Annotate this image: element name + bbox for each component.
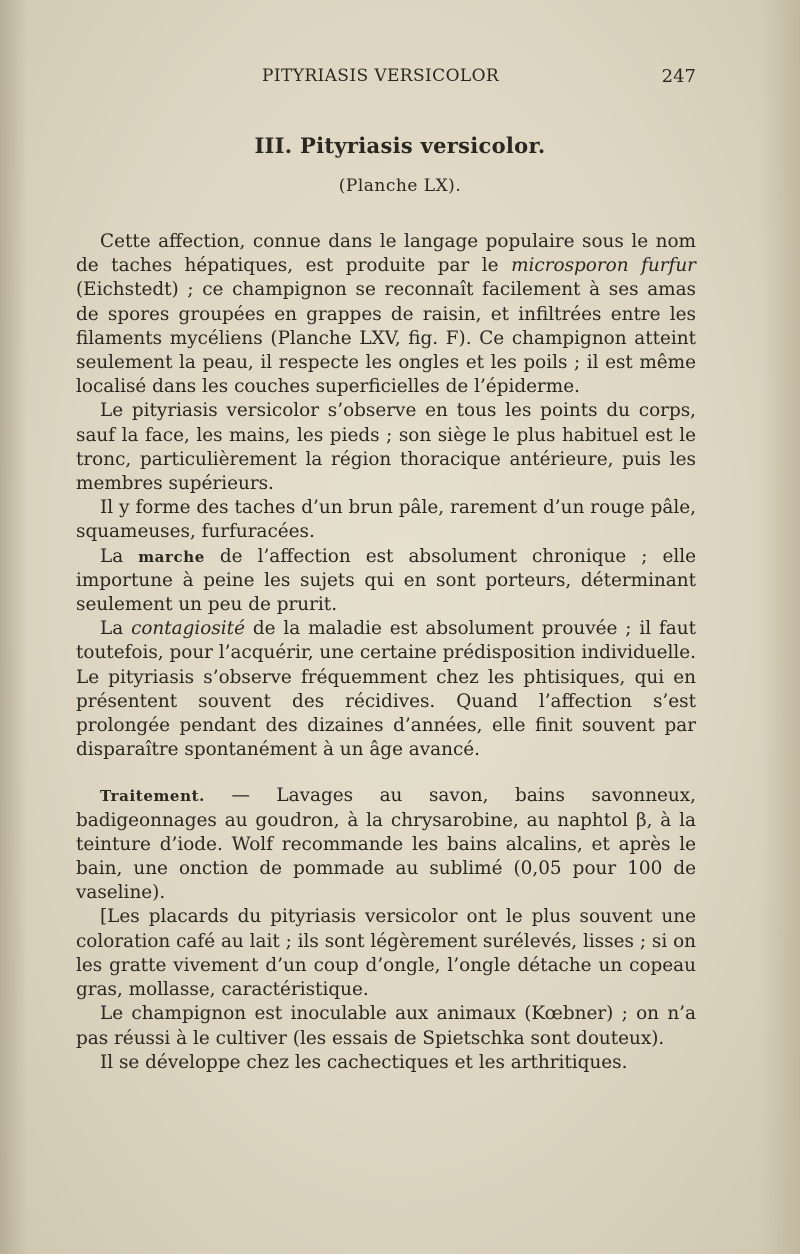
paragraph-placards: [Les placards du pityriasis versicolor ont le plus souvent une coloration café au lait ; ils sont légèrement surélevés, lisses ; si on les gratte vivement d’un coup d’ongle, l’ongle détache un copeau gras, mollasse, caractéristique. <box>76 906 696 1001</box>
page-number: 247 <box>661 66 696 87</box>
paragraph-definition <box>76 230 696 399</box>
paragraph-development: Il se développe chez les cachectiques et les arthritiques. <box>100 1051 628 1073</box>
section-subtitle: (Planche LX). <box>338 176 462 196</box>
paragraph-text: — Lavages au savon, bains savonneux, badigeonnages au goudron, à la chrysarobine, au naphtol β, à la teinture d’iode. Wolf recommande les bains alcalins, et après le bain, une onction de pommade au sublimé (0,05 pour 100 de vaseline). <box>76 785 696 904</box>
paragraph-appearance: Il y forme des taches d’un brun pâle, rarement d’un rouge pâle, squameuses, furfuracées. <box>76 497 696 543</box>
paragraph-inoculation: Le champignon est inoculable aux animaux (Kœbner) ; on n’a pas réussi à le cultiver (les essais de Spietschka sont douteux). <box>76 1003 696 1049</box>
italic-term: microsporon furfur <box>511 255 696 277</box>
paragraph-text: La <box>100 545 139 567</box>
paragraph-text: (Eichstedt) ; ce champignon se reconnaît facilement à ses amas de spores groupées en grappes de raisin, et infiltrées entre les filaments mycéliens (Planche LXV, fig. F). Ce champignon atteint seulement la peau, il respecte les ongles et les poils ; il est même localisé dans les couches superficielles de l’épiderme. <box>76 279 696 398</box>
paragraph-text: La <box>100 618 132 640</box>
page-header <box>76 66 696 90</box>
paragraph-gap <box>76 762 696 784</box>
section-title: III. Pityriasis versicolor. <box>254 133 546 158</box>
paragraph-treatment <box>76 784 696 905</box>
paragraph-text: Cette affection, connue dans le langage populaire sous le nom de taches hépatiques, est produite par le <box>76 231 696 277</box>
page-body <box>76 230 696 1075</box>
bold-term: Traitement. <box>100 787 205 806</box>
paragraph-contagion <box>76 617 696 762</box>
paragraph-text: de la maladie est absolument prouvée ; il faut toutefois, pour l’acquérir, une certaine prédisposition individuelle. Le pityriasis s’observe fréquemment chez les phtisiques, qui en présentent souvent des récidives. Quand l’affection s’est prolongée pendant des dizaines d’années, elle finit souvent par disparaître spontanément à un âge avancé. <box>76 618 697 761</box>
italic-term: contagiosité <box>131 618 245 640</box>
running-title: PITYRIASIS VERSICOLOR <box>262 66 500 86</box>
bold-term: marche <box>138 547 205 566</box>
paragraph-course <box>76 545 696 618</box>
paragraph-text: de l’affection est absolument chronique ; elle importune à peine les sujets qui en sont porteurs, déterminant seulement un peu de prurit. <box>76 545 696 616</box>
paragraph-location: Le pityriasis versicolor s’observe en tous les points du corps, sauf la face, les mains, les pieds ; son siège le plus habituel est le tronc, particulièrement la région thoracique antérieure, puis les membres supérieurs. <box>76 400 696 495</box>
